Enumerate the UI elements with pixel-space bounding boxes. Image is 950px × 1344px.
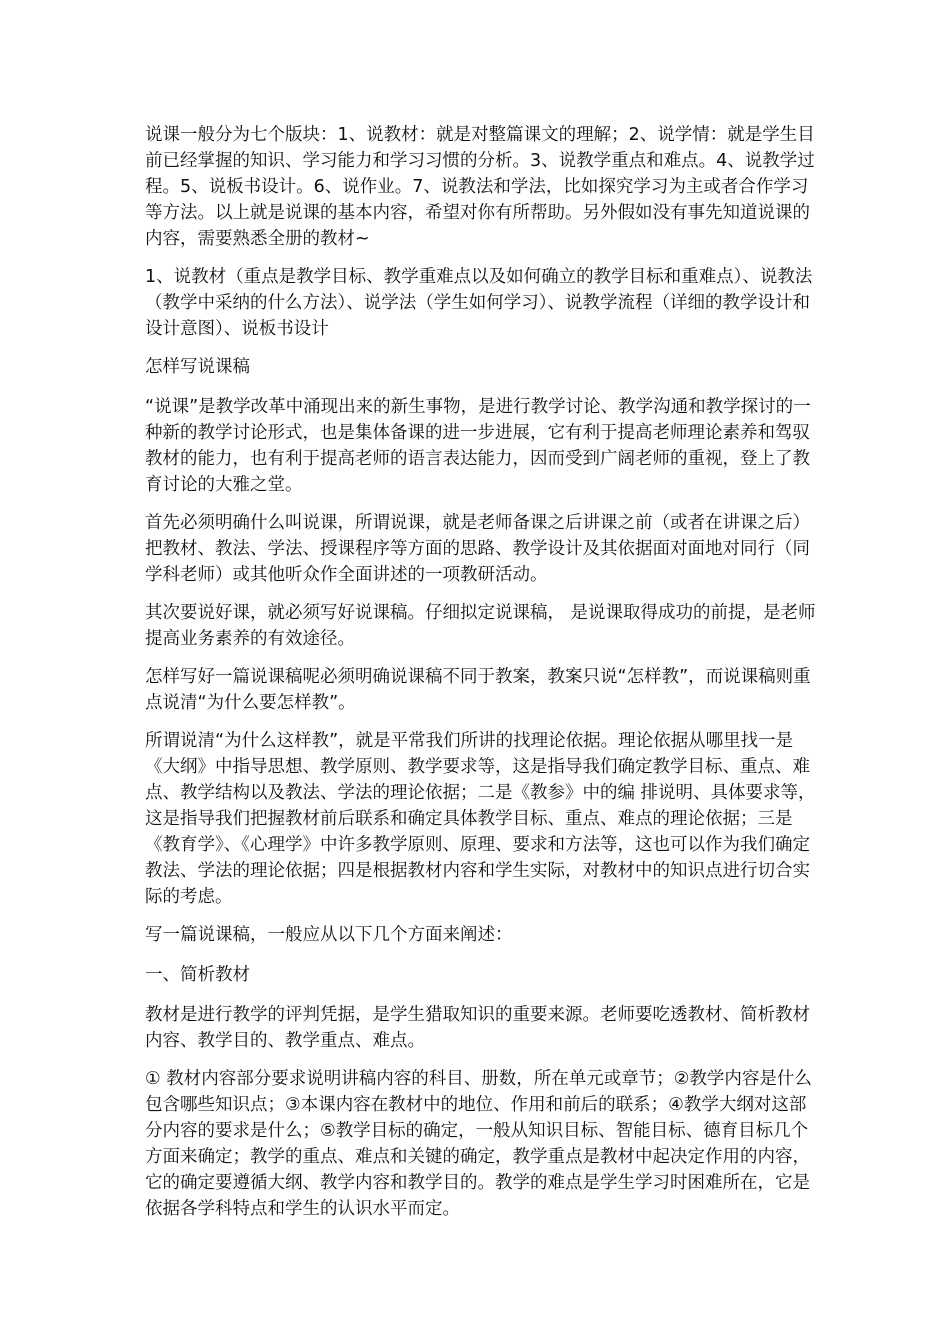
section-heading-analyze-materials: 一、简析教材 bbox=[145, 965, 250, 985]
overview-paragraph: 1、说教材（重点是教学目标、教学重难点以及如何确立的教学目标和重难点）、说教法（教学中采纳的什么方法）、说学法（学生如何学习）、说教学流程（详细的教学设计和设计意图）、说板书设计 bbox=[145, 267, 813, 339]
aspects-intro: 写一篇说课稿，一般应从以下几个方面来阐述： bbox=[145, 925, 513, 945]
what-is-shuoke-paragraph: 首先必须明确什么叫说课，所谓说课，就是老师备课之后讲课之前（或者在讲课之后）把教材、教法、学法、授课程序等方面的思路、教学设计及其依据面对面地对同行（同学科老师）或其他听众作全面讲述的一项教研活动。 bbox=[145, 513, 810, 585]
definition-paragraph: “说课”是教学改革中涌现出来的新生事物，是进行教学讨论、教学沟通和教学探讨的一种新的教学讨论形式，也是集体备课的进一步进展，它有利于提高老师理论素养和驾驭教材的能力，也有利于提高老师的语言表达能力，因而受到广阔老师的重视，登上了教育讨论的大雅之堂。 bbox=[145, 397, 811, 495]
document-body bbox=[145, 122, 820, 1234]
intro-paragraph: 说课一般分为七个版块：1、说教材：就是对整篇课文的理解；2、说学情：就是学生目前已经掌握的知识、学习能力和学习习惯的分析。3、说教学重点和难点。4、说教学过程。5、说板书设计。6、说作业。7、说教法和学法，比如探究学习为主或者合作学习等方法。以上就是说课的基本内容，希望对你有所帮助。另外假如没有事先知道说课的内容，需要熟悉全册的教材~ bbox=[145, 125, 815, 249]
materials-paragraph: 教材是进行教学的评判凭据，是学生猎取知识的重要来源。老师要吃透教材、简析教材内容、教学目的、教学重点、难点。 bbox=[145, 1005, 810, 1051]
write-draft-paragraph: 其次要说好课，就必须写好说课稿。仔细拟定说课稿， 是说课取得成功的前提，是老师提高业务素养的有效途径。 bbox=[145, 603, 816, 649]
section-heading-how-to-write: 怎样写说课稿 bbox=[145, 357, 250, 377]
difference-paragraph: 怎样写好一篇说课稿呢必须明确说课稿不同于教案，教案只说“怎样教”，而说课稿则重点说清“为什么要怎样教”。 bbox=[145, 667, 811, 713]
materials-details-paragraph: ① 教材内容部分要求说明讲稿内容的科目、册数，所在单元或章节；②教学内容是什么包含哪些知识点；③本课内容在教材中的地位、作用和前后的联系；④教学大纲对这部分内容的要求是什么；⑤教学目标的确定，一般从知识目标、智能目标、德育目标几个方面来确定；教学的重点、难点和关键的确定，教学重点是教材中起决定作用的内容，它的确定要遵循大纲、教学内容和教学目的。教学的难点是学生学习时困难所在，它是依据各学科特点和学生的认识水平而定。 bbox=[145, 1069, 812, 1219]
theory-basis-paragraph: 所谓说清“为什么这样教”，就是平常我们所讲的找理论依据。理论依据从哪里找一是《大纲》中指导思想、教学原则、教学要求等，这是指导我们确定教学目标、重点、难点、教学结构以及教法、学法的理论依据；二是《教参》中的编 排说明、具体要求等，这是指导我们把握教材前后联系和确定具体教学目标、重点、难点的理论依据；三是《教育学》、《心理学》中许多教学原则、原理、要求和方法等，这也可以作为我们确定教法、学法的理论依据；四是根据教材内容和学生实际，对教材中的知识点进行切合实际的考虑。 bbox=[145, 731, 816, 907]
